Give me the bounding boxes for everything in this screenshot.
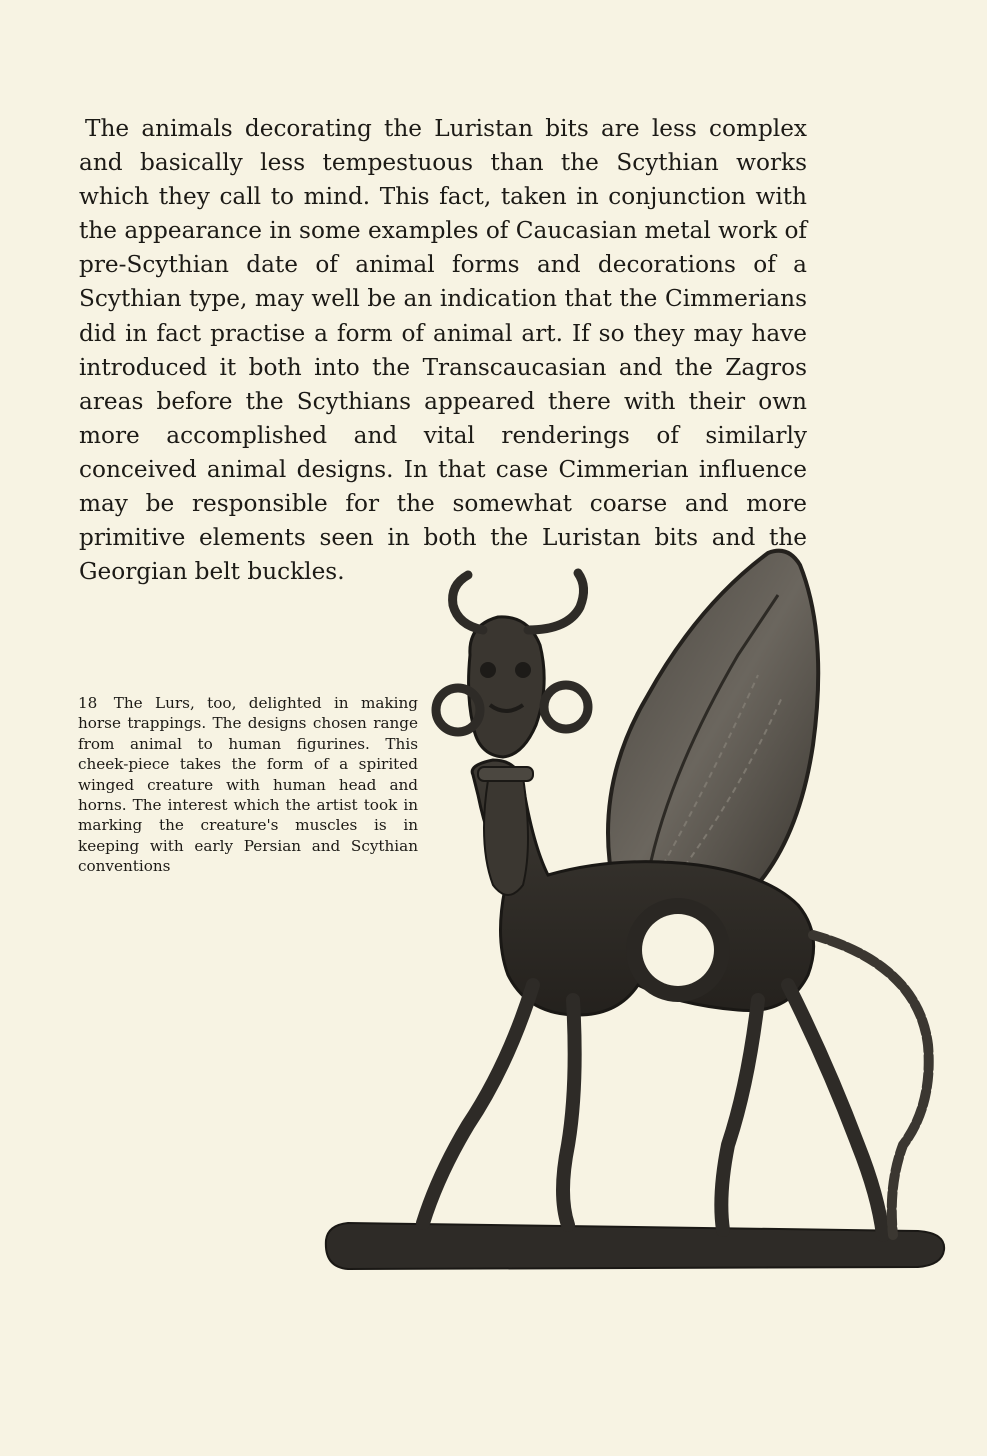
- body-text: [79, 112, 807, 589]
- bronze-winged-creature-image: [318, 545, 954, 1285]
- hind-leg-right: [788, 985, 883, 1235]
- front-leg-right: [563, 1000, 575, 1225]
- figure-caption-text: The Lurs, too, delighted in making horse trappings. The designs chosen range from animal to human figurines. This cheek-piece takes the form of a spirited winged creature with human head and horns. The interest which the artist took in marking the creature's muscles is in keeping with early Persian and Scythian conventions: [78, 694, 419, 876]
- hind-leg-left: [721, 1000, 758, 1230]
- body-paragraph: The animals decorating the Luristan bits are less complex and basically less tempestuous than the Scythian works which they call to mind. This fact, taken in conjunction with the appearance in some examples of Caucasian metal work of pre-Scythian date of animal forms and decorations of a Scythian type, may well be an indication that the Cimmerians did in fact practise a form of animal art. If so they may have introduced it both into the Transcaucasian and the Zagros areas before the Scythians appeared there with their own more accomplished and vital renderings of similarly conceived animal designs. In that case Cimmerian influence may be responsible for the somewhat coarse and more primitive elements seen in both the Luristan bits and the Georgian belt buckles.: [79, 115, 808, 586]
- base-bar: [326, 1223, 944, 1269]
- right-horn: [528, 573, 584, 630]
- front-leg-left: [423, 985, 533, 1223]
- wing: [608, 551, 818, 913]
- figure-number: 18: [78, 694, 98, 712]
- left-horn: [453, 575, 483, 630]
- right-ear: [544, 685, 588, 729]
- creature-head: [469, 617, 545, 757]
- creature-neck: [484, 777, 528, 895]
